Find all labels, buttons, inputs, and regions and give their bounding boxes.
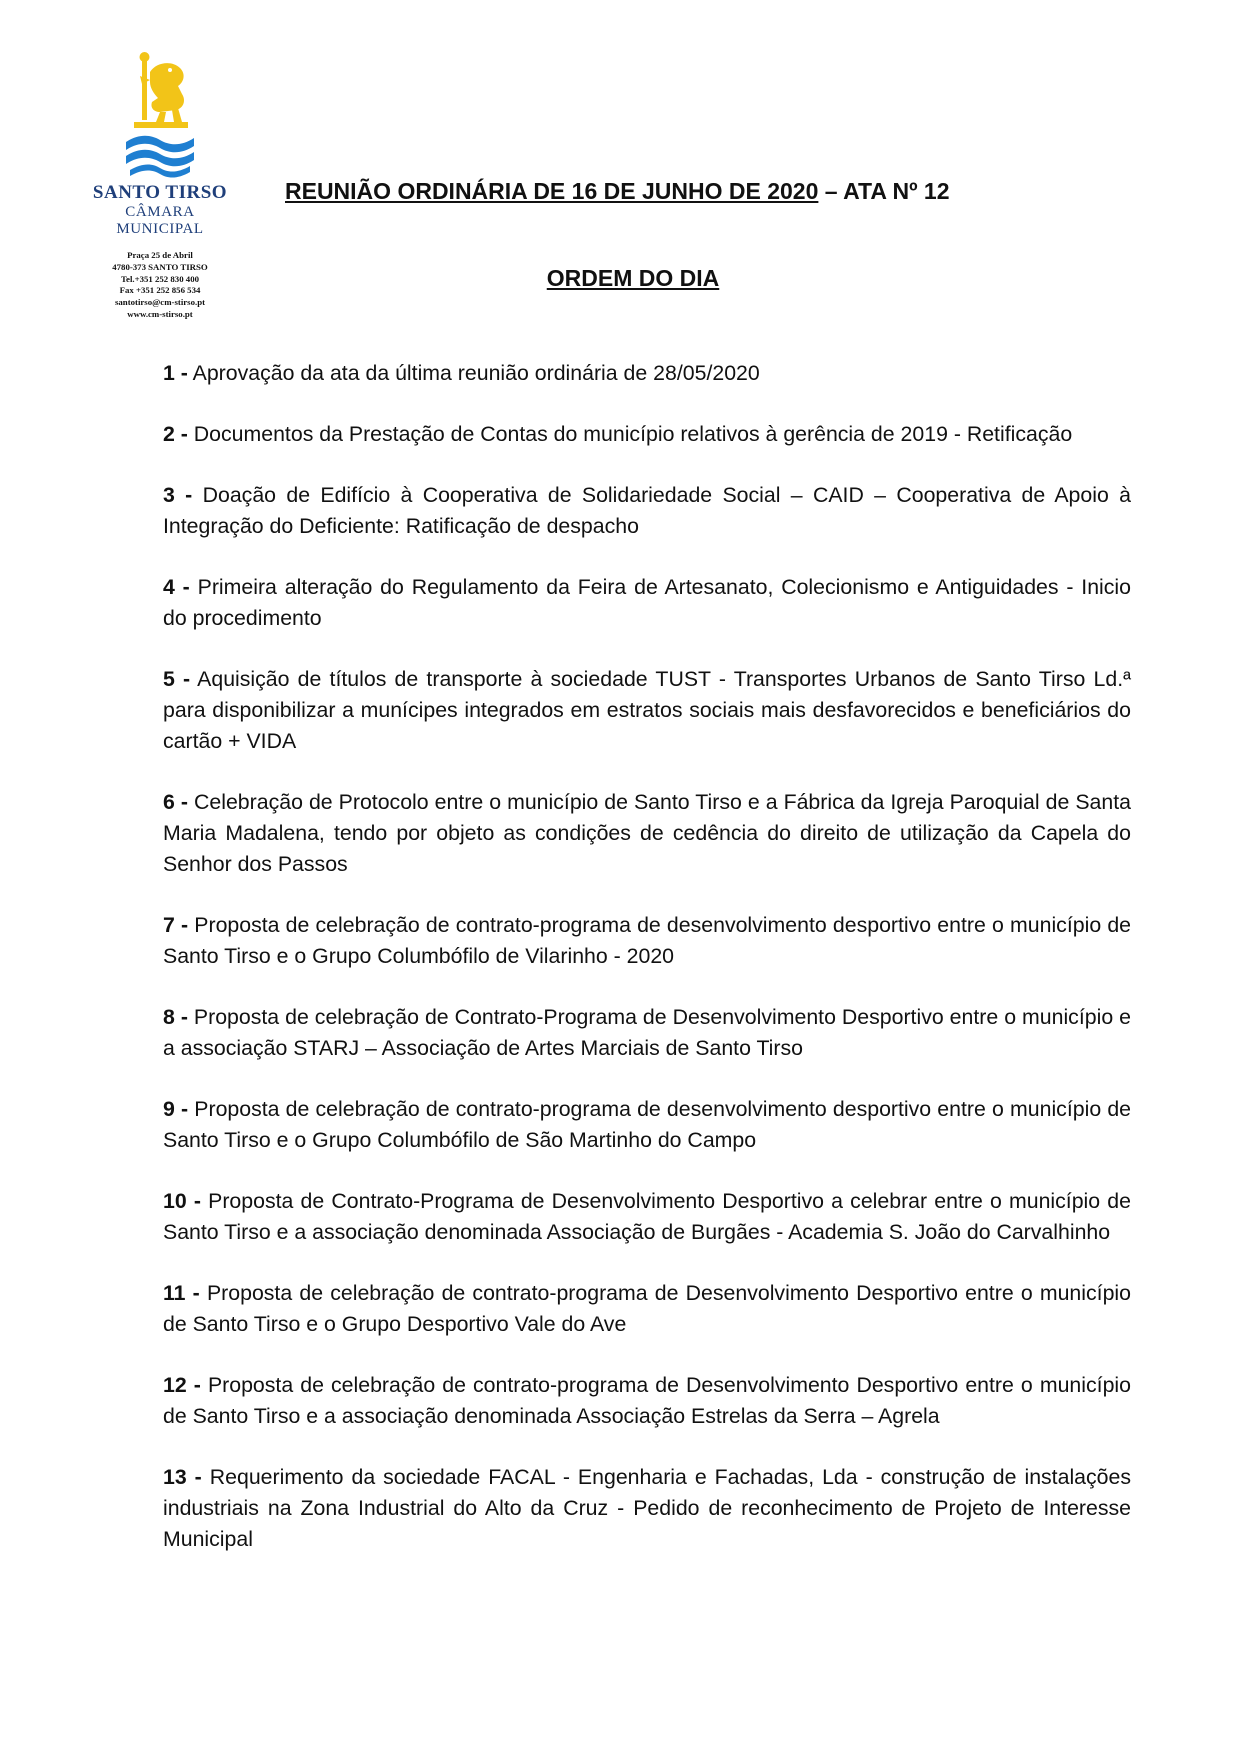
- agenda-item-number: 8 -: [163, 1005, 188, 1029]
- agenda-item-text: Doação de Edifício à Cooperativa de Solidariedade Social – CAID – Cooperativa de Apoio à Integração do Deficiente: Ratificação de despacho: [163, 483, 1131, 538]
- agenda-item-number: 10 -: [163, 1189, 201, 1213]
- address-line: santotirso@cm-stirso.pt: [114, 297, 206, 308]
- agenda-item-number: 12 -: [163, 1373, 201, 1397]
- agenda-item-text: Proposta de celebração de contrato-programa de desenvolvimento desportivo entre o município de Santo Tirso e o Grupo Columbófilo de Vilarinho - 2020: [163, 913, 1132, 968]
- agenda-item-number: 1 -: [163, 361, 188, 385]
- agenda-item: [163, 480, 1131, 542]
- agenda-list: [163, 358, 1131, 1585]
- page-title-meeting: REUNIÃO ORDINÁRIA DE 16 DE JUNHO DE 2020: [285, 178, 819, 204]
- agenda-item-number: 13 -: [163, 1465, 202, 1489]
- agenda-item: [163, 910, 1131, 972]
- agenda-item-number: 2 -: [163, 422, 188, 446]
- agenda-item-number: 5 -: [163, 667, 191, 691]
- agenda-item-text: Primeira alteração do Regulamento da Feira de Artesanato, Colecionismo e Antiguidades - Inicio do procedimento: [163, 575, 1132, 630]
- page-title-minutes: – ATA Nº 12: [818, 178, 950, 204]
- address-line: Praça 25 de Abril: [127, 250, 193, 260]
- page-title: [285, 178, 1085, 205]
- agenda-item: [163, 1370, 1131, 1432]
- agenda-item: [163, 787, 1131, 880]
- agenda-item-text: Proposta de celebração de Contrato-Programa de Desenvolvimento Desportivo entre o município e a associação STARJ – Associação de Artes Marciais de Santo Tirso: [163, 1005, 1131, 1060]
- letterhead-city: SANTO TIRSO: [92, 182, 228, 203]
- agenda-item: [163, 572, 1131, 634]
- address-line: Tel.+351 252 830 400: [121, 273, 199, 284]
- agenda-item-number: 4 -: [163, 575, 190, 599]
- agenda-item-text: Aprovação da ata da última reunião ordinária de 28/05/2020: [192, 361, 760, 385]
- agenda-item: [163, 1094, 1131, 1156]
- agenda-item: [163, 1186, 1131, 1248]
- agenda-item-text: Celebração de Protocolo entre o município de Santo Tirso e a Fábrica da Igreja Paroquial de Santa Maria Madalena, tendo por objeto as condições de cedência do direito de utilização da Capela do Senhor dos Passos: [163, 790, 1132, 876]
- agenda-item-number: 3 -: [163, 483, 193, 507]
- address-line: Fax +351 252 856 534: [119, 285, 201, 296]
- address-line: 4780-373 SANTO TIRSO: [112, 261, 208, 272]
- address-line: www.cm-stirso.pt: [127, 308, 193, 319]
- agenda-item: [163, 1278, 1131, 1340]
- santo-tirso-crest-icon: [120, 50, 200, 180]
- agenda-item-text: Proposta de celebração de contrato-programa de desenvolvimento desportivo entre o município de Santo Tirso e o Grupo Columbófilo de São Martinho do Campo: [163, 1097, 1132, 1152]
- agenda-item-text: Documentos da Prestação de Contas do município relativos à gerência de 2019 - Retificação: [193, 422, 1073, 446]
- agenda-item-text: Proposta de Contrato-Programa de Desenvolvimento Desportivo a celebrar entre o município de Santo Tirso e a associação denominada Associação de Burgães - Academia S. João do Carvalhinho: [163, 1189, 1131, 1244]
- agenda-item-number: 9 -: [163, 1097, 189, 1121]
- letterhead: [80, 50, 240, 319]
- letterhead-council: CÂMARA MUNICIPAL: [116, 204, 204, 237]
- agenda-item-text: Proposta de celebração de contrato-programa de Desenvolvimento Desportivo entre o município de Santo Tirso e a associação denominada Associação Estrelas da Serra – Agrela: [163, 1373, 1131, 1428]
- agenda-item: [163, 419, 1131, 450]
- agenda-item: [163, 1002, 1131, 1064]
- agenda-item: [163, 1462, 1131, 1555]
- agenda-item-text: Aquisição de títulos de transporte à sociedade TUST - Transportes Urbanos de Santo Tirso Ld.ª para disponibilizar a munícipes integrados em estratos sociais mais desfavorecidos e beneficiários do cartão + VIDA: [163, 667, 1131, 753]
- agenda-item: [163, 664, 1131, 757]
- agenda-item-text: Proposta de celebração de contrato-programa de Desenvolvimento Desportivo entre o município de Santo Tirso e o Grupo Desportivo Vale do Ave: [163, 1281, 1131, 1336]
- agenda-item-number: 7 -: [163, 913, 189, 937]
- agenda-item-number: 6 -: [163, 790, 188, 814]
- agenda-item: [163, 358, 1131, 389]
- agenda-item-text: Requerimento da sociedade FACAL - Engenharia e Fachadas, Lda - construção de instalações industriais na Zona Industrial do Alto da Cruz - Pedido de reconhecimento de Projeto de Interesse Municipal: [163, 1465, 1132, 1551]
- agenda-heading: ORDEM DO DIA: [546, 265, 720, 291]
- agenda-item-number: 11 -: [163, 1281, 200, 1305]
